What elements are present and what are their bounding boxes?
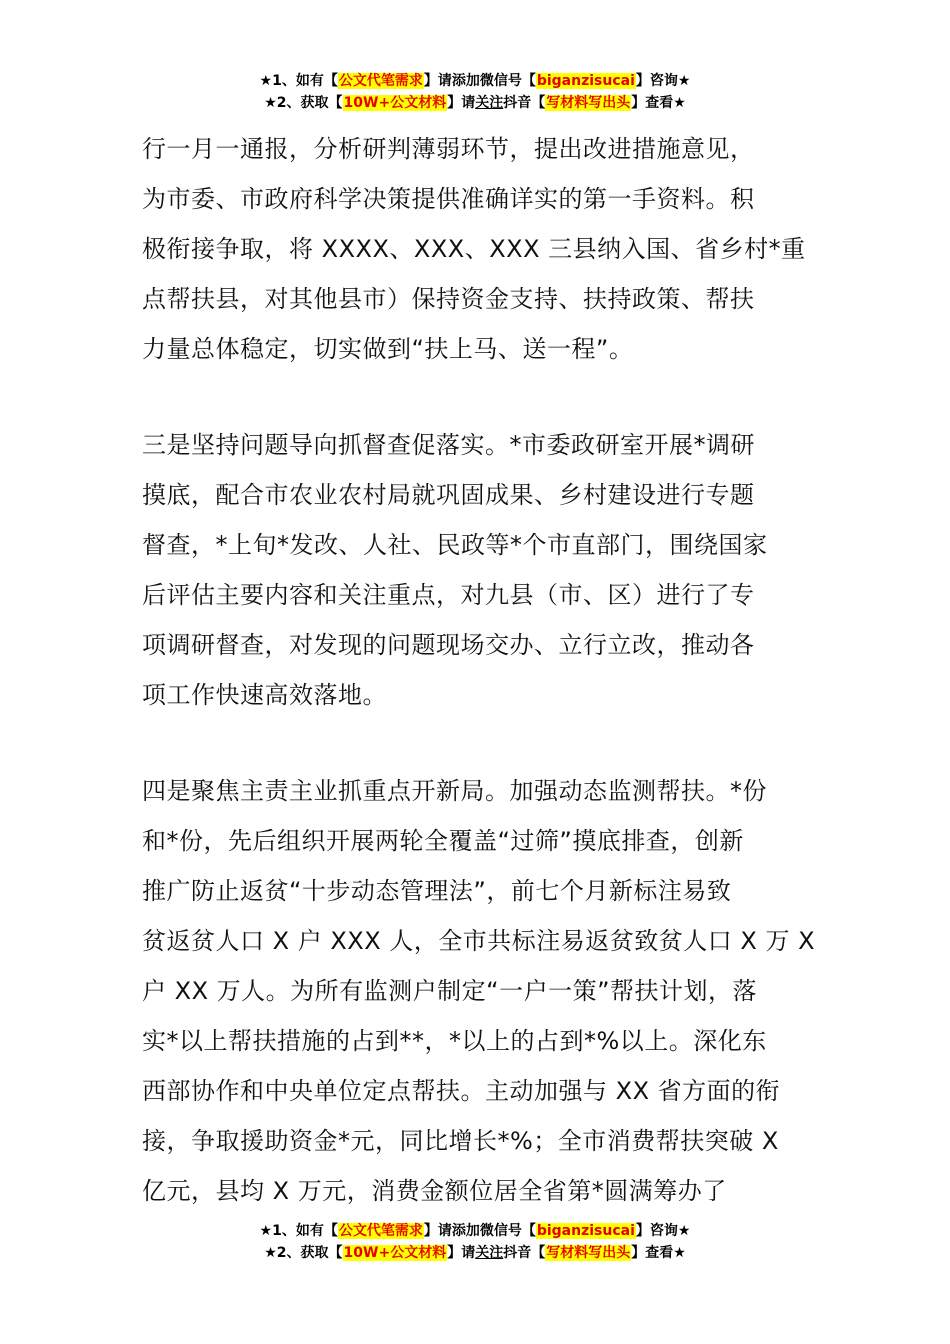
footer-banner	[0, 1220, 950, 1264]
highlight-wechat-id: biganzisucai	[536, 1223, 635, 1239]
text-line: 推广防止返贫“十步动态管理法”，前七个月新标注易致	[142, 877, 732, 905]
text-line: 点帮扶县，对其他县市）保持资金支持、扶持政策、帮扶	[142, 285, 755, 313]
text-line: 三是坚持问题导向抓督查促落实。*市委政研室开展*调研	[142, 431, 755, 459]
star-icon: ★	[259, 1223, 273, 1239]
header-banner	[0, 70, 950, 114]
paragraph-3	[142, 766, 816, 1216]
text-line: 接，争取援助资金*元，同比增长*%；全市消费帮扶突破 X	[142, 1127, 779, 1155]
banner-line-2: ★2、获取【10W+公文材料】请关注抖音【写材料写出头】查看★	[264, 95, 686, 111]
highlight-service: 公文代笔需求	[338, 73, 423, 89]
text-line: 后评估主要内容和关注重点，对九县（市、区）进行了专	[142, 581, 755, 609]
star-icon: ★	[264, 95, 277, 111]
text-line: 摸底，配合市农业农村局就巩固成果、乡村建设进行专题	[142, 481, 755, 509]
text-line: 亿元，县均 X 万元，消费金额位居全省第*圆满筹办了	[142, 1177, 727, 1205]
text-line: 四是聚焦主责主业抓重点开新局。加强动态监测帮扶。*份	[142, 777, 767, 805]
highlight-materials: 10W+公文材料	[343, 95, 447, 111]
highlight-wechat-id: biganzisucai	[536, 73, 635, 89]
text-line: 实*以上帮扶措施的占到**，*以上的占到*%以上。深化东	[142, 1027, 767, 1055]
paragraph-1	[142, 124, 810, 374]
text-line: 极衔接争取，将 XXXX、XXX、XXX 三县纳入国、省乡村*重	[142, 235, 806, 263]
text-line: 督查，*上旬*发改、人社、民政等*个市直部门，围绕国家	[142, 531, 768, 559]
highlight-service: 公文代笔需求	[338, 1223, 423, 1239]
text-line: 户 XX 万人。为所有监测户制定“一户一策”帮扶计划，落	[142, 977, 758, 1005]
text-line: 项工作快速高效落地。	[142, 681, 387, 709]
paragraph-2	[142, 420, 810, 720]
text-line: 行一月一通报，分析研判薄弱环节，提出改进措施意见，	[142, 135, 755, 163]
star-icon: ★	[259, 73, 273, 89]
text-line: 和*份，先后组织开展两轮全覆盖“过筛”摸底排查，创新	[142, 827, 744, 855]
banner-line-1: ★1、如有【公文代笔需求】请添加微信号【biganzisucai】咨询★	[259, 1223, 691, 1239]
text-line: 为市委、市政府科学决策提供准确详实的第一手资料。积	[142, 185, 755, 213]
highlight-douyin: 写材料写出头	[546, 1245, 631, 1261]
text-line: 项调研督查，对发现的问题现场交办、立行立改，推动各	[142, 631, 755, 659]
text-line: 力量总体稳定，切实做到“扶上马、送一程”。	[142, 335, 634, 363]
star-icon: ★	[264, 1245, 277, 1261]
highlight-douyin: 写材料写出头	[546, 95, 631, 111]
text-line: 西部协作和中央单位定点帮扶。主动加强与 XX 省方面的衔	[142, 1077, 781, 1105]
banner-line-1: ★1、如有【公文代笔需求】请添加微信号【biganzisucai】咨询★	[259, 73, 691, 89]
banner-line-2: ★2、获取【10W+公文材料】请关注抖音【写材料写出头】查看★	[264, 1245, 686, 1261]
highlight-materials: 10W+公文材料	[343, 1245, 447, 1261]
document-body	[142, 124, 816, 1216]
text-line: 贫返贫人口 X 户 XXX 人，全市共标注易返贫致贫人口 X 万 X	[142, 927, 816, 955]
